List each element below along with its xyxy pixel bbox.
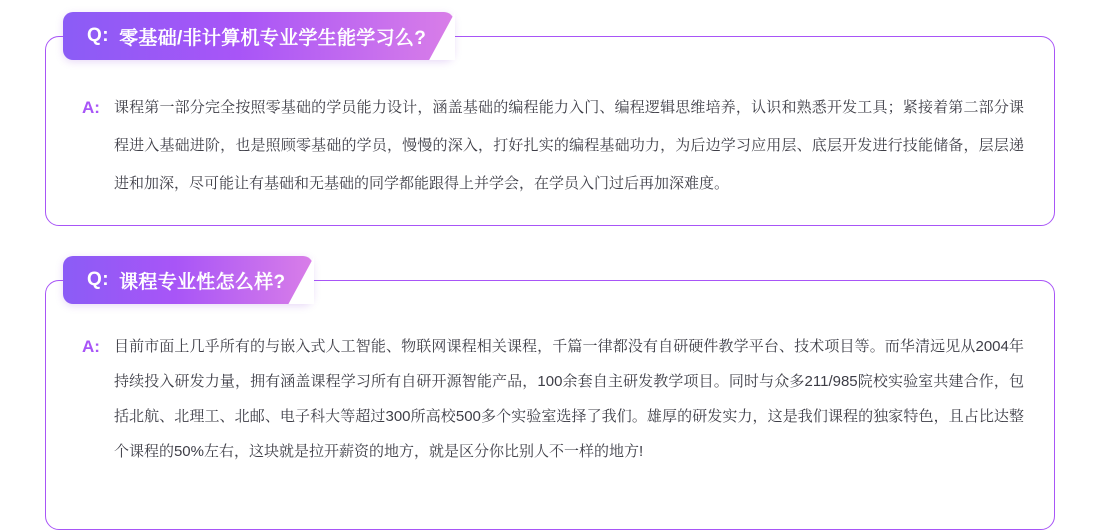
question-text-2: 课程专业性怎么样? [119, 271, 286, 293]
answer-label-1: A: [82, 98, 100, 117]
faq-answer-panel-2 [45, 280, 1055, 530]
question-header-2 [63, 256, 313, 304]
answer-label-2: A: [82, 337, 100, 356]
faq-item-2 [45, 269, 1055, 530]
answer-text-1: 课程第一部分完全按照零基础的学员能力设计，涵盖基础的编程能力入门、编程逻辑思维培养，认识和熟悉开发工具；紧接着第二部分课程进入基础进阶，也是照顾零基础的学员，慢慢的深入，打好扎实的编程基础功力，为后边学习应用层、底层开发进行技能储备，层层递进和加深，尽可能让有基础和无基础的同学都能跟得上并学会，在学员入门过后再加深难度。 [113, 99, 1024, 192]
answer-text-2: 目前市面上几乎所有的与嵌入式人工智能、物联网课程相关课程，千篇一律都没有自研硬件教学平台、技术项目等。而华清远见从2004年持续投入研发力量，拥有涵盖课程学习所有自研开源智能产品，100余套自主研发教学项目。同时与众多211/985院校实验室共建合作，包括北航、北理工、北邮、电子科大等超过300所高校500多个实验室选择了我们。雄厚的研发实力，这是我们课程的独家特色，且占比达整个课程的50%左右，这块就是拉开薪资的地方，就是区分你比别人不一样的地方! [113, 338, 1025, 460]
question-text-1: 零基础/非计算机专业学生能学习么? [119, 27, 427, 49]
question-label-1: Q: [87, 25, 110, 46]
faq-answer-panel-1 [45, 36, 1055, 226]
faq-item-1 [45, 25, 1055, 226]
question-label-2: Q: [87, 269, 110, 290]
answer-row-2 [82, 329, 1024, 469]
answer-row-1 [82, 89, 1024, 203]
question-header-1 [63, 12, 454, 60]
